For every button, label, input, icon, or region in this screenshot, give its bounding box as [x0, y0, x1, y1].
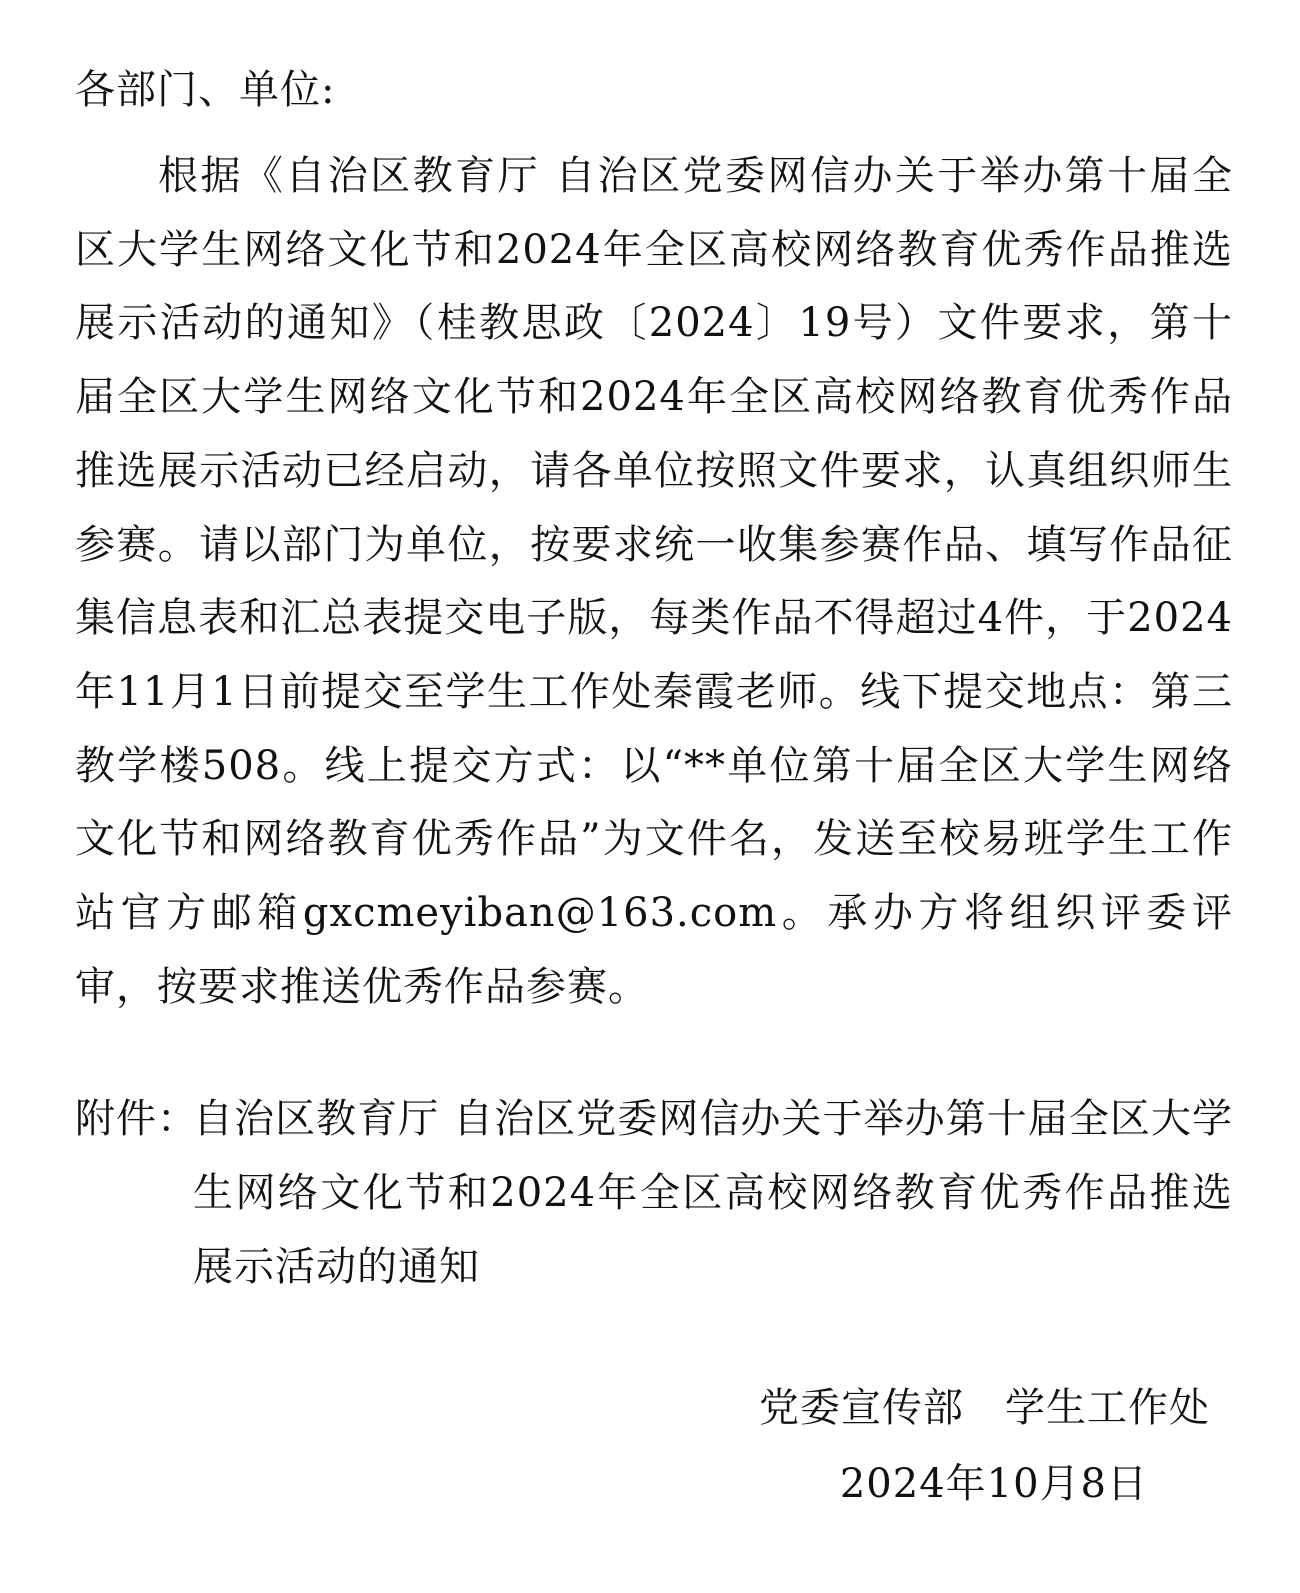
- salutation: 各部门、单位:: [75, 67, 336, 113]
- signature-date: 2024年10月8日: [839, 1461, 1148, 1507]
- notice-body-paragraph: 根据《自治区教育厅 自治区党委网信办关于举办第十届全区大学生网络文化节和2024年全区高校网络教育优秀作品推选展示活动的通知》（桂教思政〔2024〕19号）文件要求，第十届全区大学生网络文化节和2024年全区高校网络教育优秀作品推选展示活动已经启动，请各单位按照文件要求，认真组织师生参赛。请以部门为单位，按要求统一收集参赛作品、填写作品征集信息表和汇总表提交电子版，每类作品不得超过4件，于2024年11月1日前提交至学生工作处秦霞老师。线下提交地点：第三教学楼508。线上提交方式：以“**单位第十届全区大学生网络文化节和网络教育优秀作品”为文件名，发送至校易班学生工作站官方邮箱gxcmeyiban@163.com。承办方将组织评委评审，按要求推送优秀作品参赛。: [75, 153, 1233, 1010]
- attachment-label: 附件：: [75, 1096, 198, 1142]
- attachment-title: 自治区教育厅 自治区党委网信办关于举办第十届全区大学生网络文化节和2024年全区高校网络教育优秀作品推选展示活动的通知: [193, 1096, 1233, 1290]
- signature-departments: 党委宣传部 学生工作处: [759, 1385, 1210, 1431]
